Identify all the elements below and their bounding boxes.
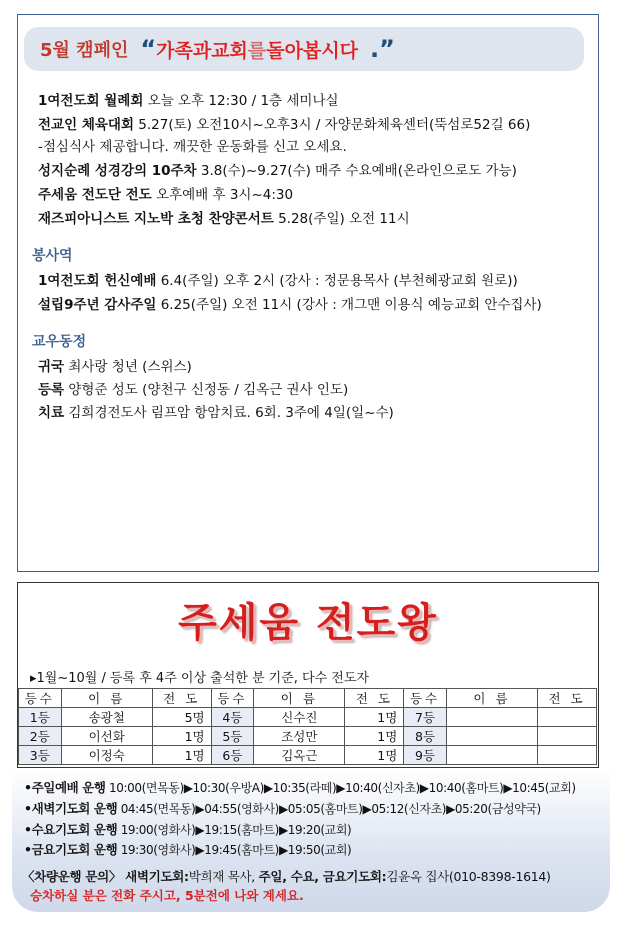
rank-cell: 1등	[19, 708, 62, 727]
name-cell: 송광철	[61, 708, 152, 727]
header-rank: 등수	[211, 689, 254, 708]
fellowship-item: 치료 김희경전도사 림프암 항암치료. 6회. 3주에 4일(일~수)	[38, 405, 394, 421]
campaign-word-particle: 를	[247, 39, 267, 62]
bus-route-line: •수요기도회 운행 19:00(영화사)▶19:15(홈마트)▶19:20(교회)	[24, 822, 352, 837]
service-item: 설립9주년 감사주일 6.25(주일) 오전 11시 (강사 : 개그맨 이용식 예능교회 안수집사)	[38, 297, 542, 313]
table-row	[19, 708, 597, 727]
count-cell: 1명	[152, 746, 211, 765]
table-header-row	[19, 689, 597, 708]
header-count: 전 도	[152, 689, 211, 708]
count-cell: 1명	[345, 708, 404, 727]
campaign-word-church: 교회	[211, 39, 248, 62]
announcement-item: 주세움 전도단 전도 오후예배 후 3시~4:30	[38, 187, 294, 203]
service-section-title: 봉사역	[32, 248, 73, 264]
count-cell	[538, 708, 597, 727]
count-cell	[538, 727, 597, 746]
service-item: 1여전도회 헌신예배 6.4(주일) 오후 2시 (강사 : 정문용목사 (부천혜광교회 원로))	[38, 273, 518, 289]
name-cell: 신수진	[254, 708, 345, 727]
rank-cell: 6등	[211, 746, 254, 765]
announcement-item: 재즈피아니스트 지노박 초청 찬양콘서트 5.28(주일) 오전 11시	[38, 211, 410, 227]
header-name: 이 름	[254, 689, 345, 708]
announcement-item: 1여전도회 월례회 오늘 오후 12:30 / 1층 세미나실	[38, 93, 339, 109]
evangelism-box	[17, 582, 599, 768]
header-rank: 등수	[404, 689, 447, 708]
table-row	[19, 746, 597, 765]
name-cell: 조성만	[254, 727, 345, 746]
announcement-item: 성지순례 성경강의 10주차 3.8(수)~9.27(수) 매주 수요예배(온라인으로도 가능)	[38, 163, 517, 179]
bus-route-line: •금요기도회 운행 19:30(영화사)▶19:45(홈마트)▶19:50(교회)	[24, 842, 352, 857]
header-count: 전 도	[345, 689, 404, 708]
campaign-word-look: 돌아봅시다	[266, 39, 359, 62]
announcement-item: 전교인 체육대회 5.27(토) 오전10시~오후3시 / 자양문화체육센터(뚝섬로52길 66)	[38, 117, 531, 133]
bus-schedule-panel	[12, 768, 610, 912]
church-news-box	[17, 14, 599, 572]
fellowship-section-title: 교우동정	[32, 334, 87, 350]
name-cell: 이선화	[61, 727, 152, 746]
name-cell: 이정숙	[61, 746, 152, 765]
header-name: 이 름	[61, 689, 152, 708]
campaign-month: 5월 캠페인	[40, 40, 129, 61]
count-cell: 1명	[345, 746, 404, 765]
rank-cell: 9등	[404, 746, 447, 765]
count-cell: 1명	[152, 727, 211, 746]
campaign-banner	[24, 27, 584, 71]
fellowship-item: 귀국 최사랑 청년 (스위스)	[38, 359, 192, 375]
announcement-item: -점심식사 제공합니다. 깨끗한 운동화를 신고 오세요.	[38, 139, 347, 155]
campaign-quote-close: .”	[370, 35, 395, 63]
name-cell: 김옥근	[254, 746, 345, 765]
count-cell: 5명	[152, 708, 211, 727]
table-row	[19, 727, 597, 746]
header-count: 전 도	[538, 689, 597, 708]
name-cell	[446, 727, 537, 746]
name-cell	[446, 746, 537, 765]
bus-route-line: •새벽기도회 운행 04:45(면목동)▶04:55(영화사)▶05:05(홈마트)▶05:12(신자초)▶05:20(금성약국)	[24, 801, 541, 816]
name-cell	[446, 708, 537, 727]
fellowship-item: 등록 양형준 성도 (양천구 신정동 / 김옥근 권사 인도)	[38, 382, 349, 398]
bus-contact: 〈차량운행 문의〉 새벽기도회:박희재 목사, 주일, 수요, 금요기도회:김윤옥 집사(010-8398-1614)	[22, 869, 551, 884]
rank-cell: 3등	[19, 746, 62, 765]
evangelism-ranking-table	[18, 688, 597, 765]
campaign-word-family: 가족과	[156, 39, 212, 62]
rank-cell: 4등	[211, 708, 254, 727]
bus-route-line: •주일예배 운행 10:00(면목동)▶10:30(우방A)▶10:35(라떼)▶10:40(신자초)▶10:40(홈마트)▶10:45(교회)	[24, 780, 576, 795]
count-cell: 1명	[345, 727, 404, 746]
rank-cell: 2등	[19, 727, 62, 746]
header-rank: 등수	[19, 689, 62, 708]
count-cell	[538, 746, 597, 765]
rank-cell: 8등	[404, 727, 447, 746]
bus-warning: 승차하실 분은 전화 주시고, 5분전에 나와 계세요.	[30, 888, 304, 903]
rank-cell: 5등	[211, 727, 254, 746]
header-name: 이 름	[446, 689, 537, 708]
campaign-quote-open: “	[140, 35, 157, 63]
evangelism-title: 주세움 전도왕	[178, 599, 438, 646]
rank-cell: 7등	[404, 708, 447, 727]
evangelism-note: ▸1월~10월 / 등록 후 4주 이상 출석한 분 기준, 다수 전도자	[30, 671, 369, 686]
